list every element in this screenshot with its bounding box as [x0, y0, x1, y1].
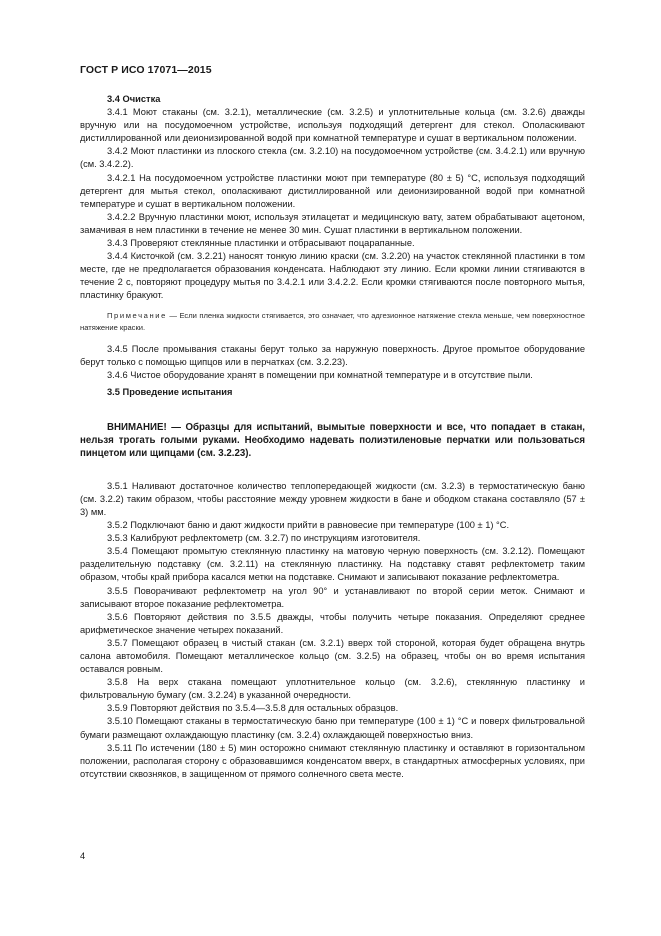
- paragraph-3-4-2-2: 3.4.2.2 Вручную пластинки моют, используя этилацетат и медицинскую вату, затем обрабатывают ацетоном, замачивая в нем пластинки в течение не менее 30 мин. Сушат пластинки в вертикальном положении.: [80, 211, 585, 235]
- note: [80, 310, 585, 334]
- paragraph-3-4-3: 3.4.3 Проверяют стеклянные пластинки и отбрасывают поцарапанные.: [107, 238, 415, 249]
- paragraph-3-4-6: 3.4.6 Чистое оборудование хранят в помещении при комнатной температуре и в отсутствие пыли.: [107, 369, 533, 380]
- paragraph-3-5-4: 3.5.4 Помещают промытую стеклянную пластинку на матовую черную поверхность (см. 3.2.12). Помещают разделительную подставку (см. 3.2.11) на стеклянную пластинку. На подставку ставят рефлектометр таким образом, чтобы край прибора касался метки на подставке. Снимают и записывают показание рефлектометра.: [80, 546, 585, 583]
- paragraph-3-5-11: 3.5.11 По истечении (180 ± 5) мин осторожно снимают стеклянную пластинку и оставляют в горизонтальном положении, располагая сторону с образовавшимся конденсатом вверх, в стандартных атмосферных условиях, при отсутствии сквозняков, в защищенном от прямого солнечного света месте.: [80, 742, 585, 779]
- warning-notice: ВНИМАНИЕ! — Образцы для испытаний, вымытые поверхности и все, что попадает в стакан, нельзя трогать голыми руками. Необходимо надевать полиэтиленовые перчатки или пользоваться пинцетом или щипцами (см. 3.2.23).: [80, 421, 585, 460]
- paragraph-3-5-3: 3.5.3 Калибруют рефлектометр (см. 3.2.7) по инструкциям изготовителя.: [107, 533, 421, 544]
- paragraph-3-4-5: 3.4.5 После промывания стаканы берут только за наружную поверхность. Другое промытое оборудование берут только с помощью щипцов или в перчатках (см. 3.2.23).: [80, 343, 585, 367]
- standard-header: ГОСТ Р ИСО 17071—2015: [80, 64, 212, 76]
- document-body: [80, 93, 585, 781]
- section-title-testing: 3.5 Проведение испытания: [107, 386, 233, 397]
- paragraph-3-4-1: 3.4.1 Моют стаканы (см. 3.2.1), металлические (см. 3.2.5) и уплотнительные кольца (см. 3.2.6) дважды вручную или на посудомоечном устройстве, используя подходящий детергент для стекол. Ополаскивают дистиллированной или деионизированной водой при комнатной температуре и сушат в вертикальном положении.: [80, 107, 585, 144]
- paragraph-3-4-2: 3.4.2 Моют пластинки из плоского стекла (см. 3.2.10) на посудомоечном устройстве (см. 3.4.2.1) или вручную (см. 3.4.2.2).: [80, 146, 585, 170]
- paragraph-3-4-4: 3.4.4 Кисточкой (см. 3.2.21) наносят тонкую линию краски (см. 3.2.20) на участок стеклянной пластинки в том месте, где не предполагается образования конденсата. Наблюдают эту линию. Если кромки линии стягиваются в течение 2 с, повторяют процедуру мытья по 3.4.2.1 или 3.4.2.2. Если кромки стягиваются после повторного мытья, пластинку бракуют.: [80, 251, 585, 301]
- paragraph-3-5-9: 3.5.9 Повторяют действия по 3.5.4—3.5.8 для остальных образцов.: [107, 703, 399, 714]
- section-title-cleaning: 3.4 Очистка: [107, 94, 161, 104]
- paragraph-3-5-8: 3.5.8 На верх стакана помещают уплотнительное кольцо (см. 3.2.6), стеклянную пластинку и фильтровальную бумагу (см. 3.2.24) в указанной очередности.: [80, 677, 585, 701]
- paragraph-3-5-1: 3.5.1 Наливают достаточное количество теплопередающей жидкости (см. 3.2.3) в термостатическую баню (см. 3.2.2) таким образом, чтобы расстояние между уровнем жидкости в бане и ободком стакана составляло (57 ± 3) мм.: [80, 480, 585, 517]
- paragraph-3-5-6: 3.5.6 Повторяют действия по 3.5.5 дважды, чтобы получить четыре показания. Определяют среднее арифметическое значение четырех показаний.: [80, 611, 585, 635]
- page-number: 4: [80, 851, 86, 861]
- paragraph-3-4-2-1: 3.4.2.1 На посудомоечном устройстве пластинки моют при температуре (80 ± 5) °С, используя подходящий детергент для мытья стекол, ополаскивают дистиллированной или деионизированной водой при комнатной температуре и сушат в вертикальном положении.: [80, 172, 585, 209]
- note-text: — Если пленка жидкости стягивается, это означает, что адгезионное натяжение стекла меньше, чем поверхностное натяжение краски.: [80, 310, 585, 332]
- note-label: Примечание: [107, 310, 167, 320]
- paragraph-3-5-7: 3.5.7 Помещают образец в чистый стакан (см. 3.2.1) вверх той стороной, которая будет обращена внутрь салона автомобиля. Помещают металлическое кольцо (см. 3.2.5) на образец, чтобы он во время испытания оставался ровным.: [80, 637, 585, 675]
- paragraph-3-5-10: 3.5.10 Помещают стаканы в термостатическую баню при температуре (100 ± 1) °С и поверх фильтровальной бумаги размещают охлаждающую пластинку (см. 3.2.4) охлаждающей поверхностью вниз.: [80, 716, 585, 740]
- paragraph-3-5-2: 3.5.2 Подключают баню и дают жидкости прийти в равновесие при температуре (100 ± 1) °С.: [107, 520, 510, 531]
- paragraph-3-5-5: 3.5.5 Поворачивают рефлектометр на угол 90° и устанавливают по второй серии меток. Снимают и записывают второе показание рефлектометра.: [80, 585, 585, 609]
